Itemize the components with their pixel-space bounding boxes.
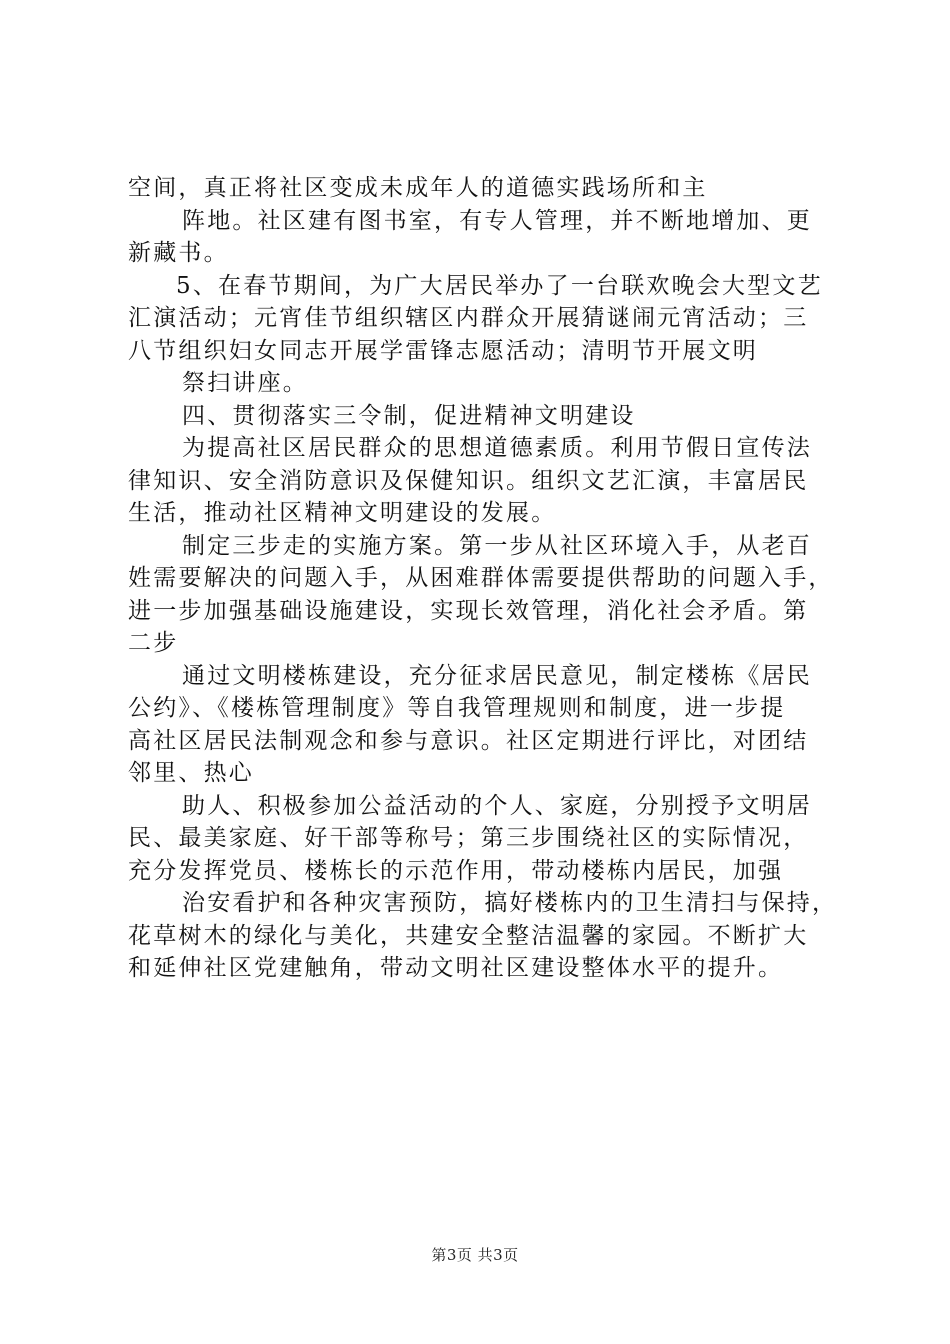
text-line: 邻里、热心	[128, 760, 254, 786]
text-line: 5、在春节期间，为广大居民举办了一台联欢晚会大型文艺	[176, 272, 823, 299]
text-line: 律知识、安全消防意识及保健知识。组织文艺汇演，丰富居民	[128, 467, 809, 494]
text-line: 为提高社区居民群众的思想道德素质。利用节假日宣传法	[182, 435, 812, 461]
text-line: 姓需要解决的问题入手，从困难群体需要提供帮助的问题入手，	[128, 565, 834, 591]
text-line: 制定三步走的实施方案。第一步从社区环境入手，从老百	[182, 532, 812, 559]
text-line: 民、最美家庭、好干部等称号；第三步围绕社区的实际情况，	[128, 825, 809, 851]
text-line: 花草树木的绿化与美化，共建安全整洁温馨的家园。不断扩大	[128, 922, 809, 949]
text-line: 助人、积极参加公益活动的个人、家庭，分别授予文明居	[182, 792, 812, 819]
text-line: 祭扫讲座。	[182, 370, 308, 396]
text-line: 公约》、《楼栋管理制度》等自我管理规则和制度，进一步提	[128, 695, 786, 721]
text-line: 进一步加强基础设施建设，实现长效管理，消化社会矛盾。第	[128, 597, 809, 624]
text-line: 高社区居民法制观念和参与意识。社区定期进行评比，对团结	[128, 727, 809, 754]
text-line: 汇演活动；元宵佳节组织辖区内群众开展猜谜闹元宵活动；三	[128, 305, 809, 331]
text-line: 充分发挥党员、楼栋长的示范作用，带动楼栋内居民，加强	[128, 857, 784, 884]
text-line: 阵地。社区建有图书室，有专人管理，并不断地增加、更	[182, 207, 812, 234]
text-line: 八节组织妇女同志开展学雷锋志愿活动；清明节开展文明	[128, 337, 758, 364]
text-line: 二步	[128, 630, 179, 656]
text-line: 治安看护和各种灾害预防，搞好楼栋内的卫生清扫与保持，	[182, 890, 838, 916]
section-heading: 四、贯彻落实三令制，促进精神文明建设	[182, 402, 636, 429]
page-number-footer: 第3页 共3页	[431, 1246, 519, 1264]
text-line: 通过文明楼栋建设，充分征求居民意见，制定楼栋《居民	[182, 662, 812, 689]
text-line: 生活，推动社区精神文明建设的发展。	[128, 500, 557, 526]
text-line: 和延伸社区党建触角，带动文明社区建设整体水平的提升。	[128, 955, 784, 981]
document-body	[128, 172, 838, 985]
text-line: 新藏书。	[128, 240, 229, 266]
text-line: 空间，真正将社区变成未成年人的道德实践场所和主	[128, 175, 708, 201]
